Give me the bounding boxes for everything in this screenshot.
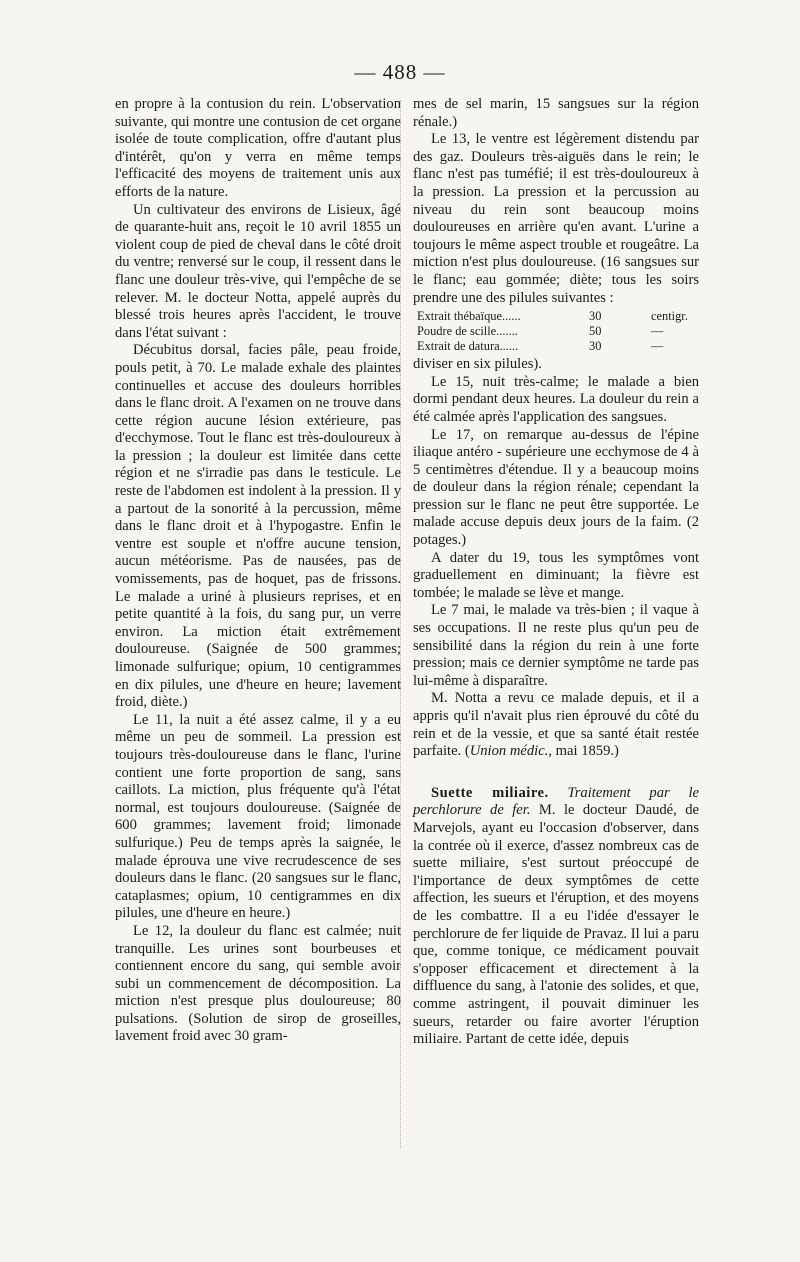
citation-date: , mai 1859.) xyxy=(548,743,619,760)
prescription-unit: centigr. xyxy=(651,309,688,324)
prescription-unit: — xyxy=(651,324,664,339)
paragraph: Le 13, le ventre est légèrement distendu par des gaz. Douleurs très-aiguës dans le rein; le flanc n'est pas tuméfié; il est très-douloureux à la pression. La pression et la percussion au niveau du rein sont beaucoup moins douloureuses en arrière qu'en avant. L'urine a toujours le même aspect trouble et rougeâtre. La miction n'est plus douloureuse. (16 sangsues sur le flanc; eau gommée; diète; tous les soirs prendre une des pilules suivantes : xyxy=(413,131,699,306)
column-divider xyxy=(400,100,401,1148)
paragraph: en propre à la contusion du rein. L'observation suivante, qui montre une contusion de cet organe isolée de toute complication, offre d'autant plus d'intérêt, qu'on y verra en même temps l'efficacité des moyens de traitement unis aux efforts de la nature. xyxy=(115,96,401,200)
paragraph: A dater du 19, tous les symptômes vont graduellement en diminuant; la fièvre est tombée; le malade se lève et mange. xyxy=(413,549,699,601)
section-subheading: Traitement par le perchlorure de fer. xyxy=(413,784,699,819)
paragraph: Le 15, nuit très-calme; le malade a bien dormi pendant deux heures. La douleur du rein a été calmée après l'application des sangsues. xyxy=(413,373,699,425)
prescription-row xyxy=(413,309,699,324)
prescription-table xyxy=(413,309,699,354)
paragraph: Le 7 mai, le malade va très-bien ; il vaque à ses occupations. Il ne reste plus qu'un peu de sensibilité dans la région du rein à une forte pression; mais ce dernier symptôme ne tarde pas lui-même à disparaître. xyxy=(413,602,699,689)
prescription-dose: 30 xyxy=(589,339,602,354)
right-column xyxy=(413,96,699,1049)
prescription-unit: — xyxy=(651,339,664,354)
paragraph: mes de sel marin, 15 sangsues sur la région rénale.) xyxy=(413,96,699,130)
prescription-row xyxy=(413,339,699,354)
left-column xyxy=(115,96,401,1046)
paragraph: Le 12, la douleur du flanc est calmée; nuit tranquille. Les urines sont bourbeuses et contiennent encore du sang, qui semble avoir subi un commencement de décomposition. La miction n'est presque plus douloureuse; 80 pulsations. (Solution de sirop de groseilles, lavement froid avec 30 gram- xyxy=(115,922,401,1045)
prescription-ingredient: Extrait de datura...... xyxy=(417,339,519,354)
section-paragraph xyxy=(413,785,699,1049)
paragraph: Le 11, la nuit a été assez calme, il y a eu même un peu de sommeil. La pression est toujours très-douloureuse dans le flanc, l'urine contient une forte proportion de sang, sans caillots. La miction, plus fréquente qu'à l'état normal, est toujours douloureuse. (Saignée de 600 grammes; lavement froid; limonade sulfurique.) Peu de temps après la saignée, le malade éprouva une vive recrudescence de ses douleurs dans le flanc. (20 sangsues sur le flanc, cataplasmes; opium, 10 centigrammes en dix pilules, une d'heure en heure.) xyxy=(115,711,401,922)
prescription-row xyxy=(413,324,699,339)
prescription-ingredient: Extrait thébaïque...... xyxy=(417,309,521,324)
citation-source: Union médic. xyxy=(469,743,549,760)
paragraph: diviser en six pilules). xyxy=(413,356,542,373)
citation-text: M. Notta a revu ce malade depuis, et il a appris qu'il n'avait plus rien éprouvé du côté du rein et de la vessie, et que sa santé était restée parfaite. ( xyxy=(413,690,699,760)
paragraph: Décubitus dorsal, facies pâle, peau froide, pouls petit, à 70. Le malade exhale des plaintes continuelles et accuse des douleurs horribles dans le flanc droit. A l'examen on ne trouve dans cette région aucune lésion extérieure, pas d'ecchymose. Tout le flanc est très-douloureux à la pression ; la douleur est limitée dans cette région et ne s'irradie pas dans le testicule. Le reste de l'abdomen est indolent à la pression. Il y a partout de la sonorité à la percussion, même dans le flanc droit et à l'hypogastre. Enfin le ventre est souple et n'offre aucune tension, aucun météorisme. Pas de nausées, pas de vomissements, pas de hoquet, pas de frissons. Le malade a uriné à plusieurs reprises, et en petite quantité à la fois, du sang pur, un verre environ. La miction était extrêmement douloureuse. (Saignée de 500 grammes; limonade sulfurique; opium, 10 centigrammes en dix pilules, une d'heure en heure; lavement froid, diète.) xyxy=(115,342,401,711)
section-gap xyxy=(413,761,699,785)
prescription-dose: 30 xyxy=(589,309,602,324)
paragraph: Un cultivateur des environs de Lisieux, âgé de quarante-huit ans, reçoit le 10 avril 1855 un violent coup de pied de cheval dans le côté droit du ventre; renversé sur le coup, il ressent dans le flanc une douleur très-vive, qui l'empêche de se relever. M. le docteur Notta, appelé auprès du blessé trois heures après l'accident, le trouve dans l'état suivant : xyxy=(115,201,401,341)
section-heading: Suette miliaire. xyxy=(431,784,549,801)
prescription-dose: 50 xyxy=(589,324,602,339)
section-text: M. le docteur Daudé, de Marvejols, ayant eu l'occasion d'observer, dans la contrée où il exerce, d'assez nombreux cas de suette miliaire, s'est surtout préoccupé de l'importance de deux symptômes de cette affection, les sueurs et l'éruption, et des moyens de les combattre. Il a eu l'idée d'essayer le perchlorure de fer liquide de Pravaz. Il lui a paru que, comme tonique, ce médicament pouvait s'opposer efficacement et directement à la diffluence du sang, à l'atonie des solides, et que, comme astringent, il pouvait diminuer les sueurs, retarder ou faire avorter l'éruption miliaire. Partant de cette idée, depuis xyxy=(413,802,699,1048)
page-number: — 488 — xyxy=(354,60,446,84)
paragraph xyxy=(413,690,699,760)
prescription-ingredient: Poudre de scille....... xyxy=(417,324,518,339)
paragraph: Le 17, on remarque au-dessus de l'épine iliaque antéro - supérieure une ecchymose de 4 à 5 centimètres d'étendue. Il y a beaucoup moins de douleur dans la région rénale; cependant la pression sur le flanc ne peut être supportée. Le malade accuse depuis deux jours de la faim. (2 potages.) xyxy=(413,426,699,549)
